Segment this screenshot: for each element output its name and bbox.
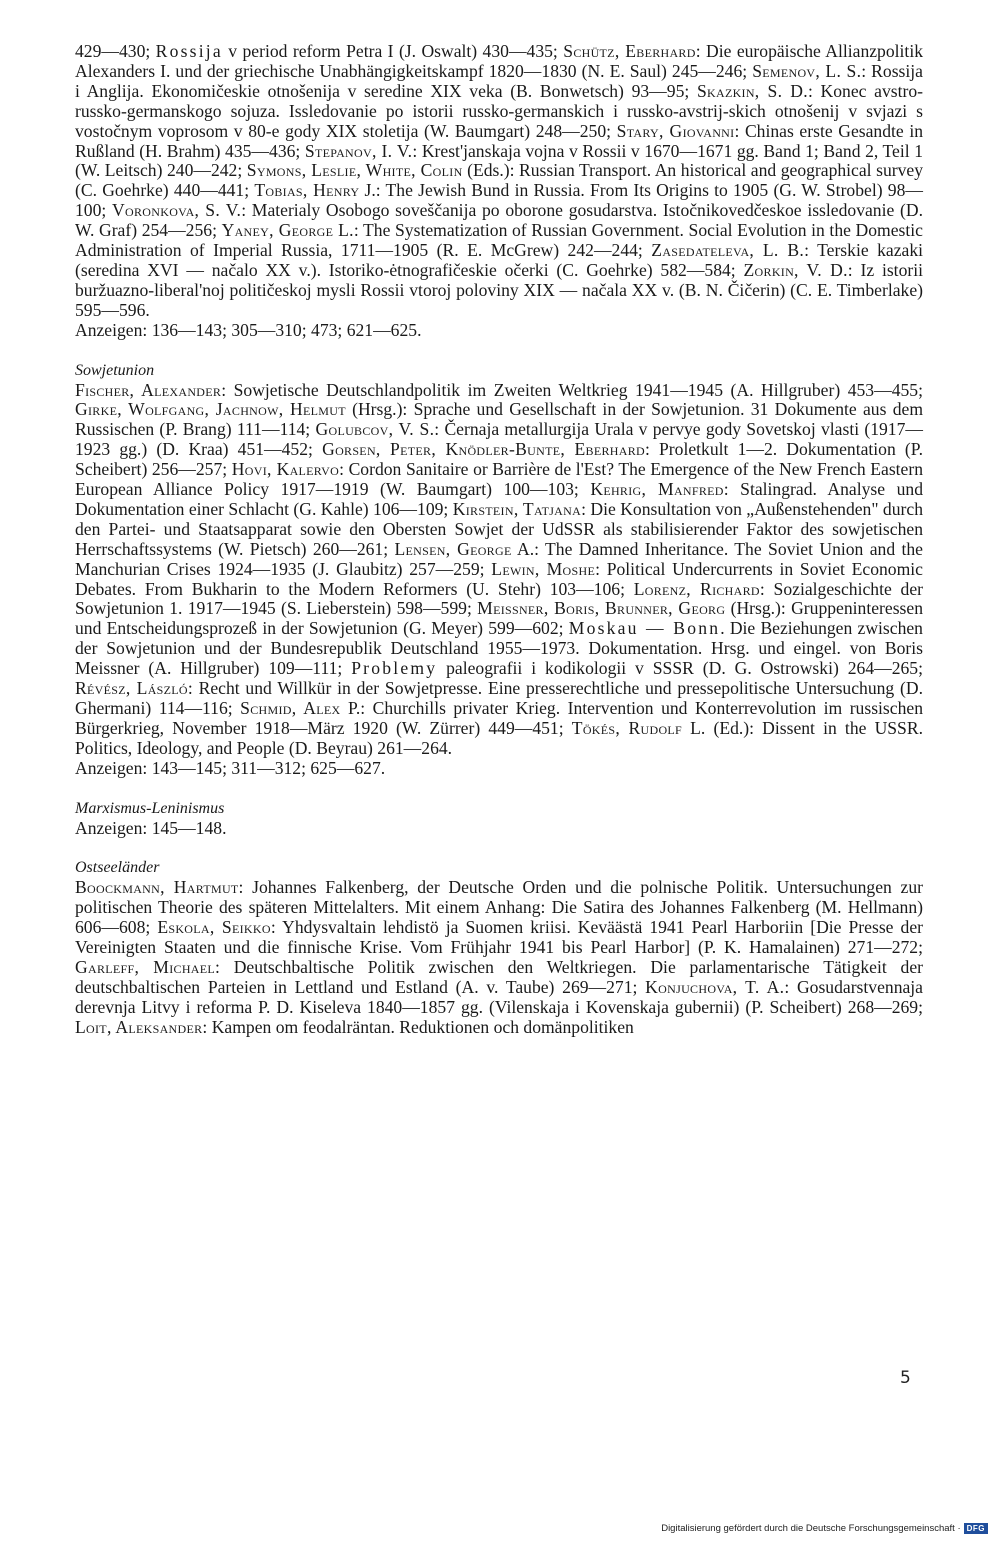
entry-text: (Hrsg.): Sprache und Gesellschaft in der Sowjetunion. 31 Dokumente aus dem Russischen (P. Brang) 111—114; — [75, 399, 924, 440]
entry-text: (Eds.): Russian Transport. An historical and geographical survey (C. Goehrke) 440—441; — [75, 160, 924, 201]
entry-author: Révész, László — [75, 678, 188, 699]
entry-text: : Iz istorii buržuazno-liberal'noj političeskoj mysli Rossii vtoroj poloviny XIX — načala XX v. (B. N. Čičerin) (C. E. Timberlake) 595—596. — [75, 259, 923, 320]
entry-title-spaced: Rossija — [155, 41, 223, 61]
entry-text: A.: The Damned Inheritance. The Soviet Union and the Manchurian Crises 1924—1935 (J. Glaubitz) 257—259; — [75, 538, 923, 579]
entry-author: Voronkova, S. V. — [112, 200, 242, 221]
entry-author: Kehrig, Manfred — [590, 479, 724, 500]
marxismus-ads: Anzeigen: 145—148. — [75, 817, 227, 838]
digitization-footer — [661, 1523, 988, 1534]
entry-author: Eskola, Seikko — [157, 917, 271, 938]
entry-author: Fischer, Alexander — [75, 379, 222, 400]
entry-text: : Kampen om feodalräntan. Reduktionen och domänpolitiken — [202, 1016, 634, 1037]
entry-author: Stepanov, I. V. — [304, 140, 413, 161]
entry-author: Loit, Aleksander — [75, 1016, 203, 1037]
entry-text: P.: Churchills privater Krieg. Intervention und Konterrevolution im russischen Bürgerkrieg, November 1918—März 1920 (W. Zürrer) 449—451; — [75, 698, 923, 738]
dfg-logo: DFG — [964, 1523, 988, 1534]
entry-text: : Konec avstro-russko-germanskogo sojuza. Issledovanie po istorii russko-germanskich i russko-avstrij-skich otnošenij v svjazi s vostočnym voprosom v 80-e gody XIX stoletija (W. Baumgart) 248—250; — [75, 80, 923, 141]
entry-text: : Political Undercurrents in Soviet Economic Debates. From Bukharin to the Modern Reformers (U. Stehr) 103—106; — [75, 558, 923, 599]
entry-author: Semenov, L. S. — [752, 60, 862, 81]
entry-text: : Terskie kazaki (seredina XVI — načalo XX v.). Istoriko-ėtnografičeskie očerki (C. Goehrke) 582—584; — [75, 240, 924, 280]
entry-author: Stary, Giovanni — [616, 120, 735, 141]
entry-author: Lewin, Moshe — [491, 558, 596, 579]
entry-author: Skazkin, S. D. — [696, 80, 808, 101]
entry-text: : Chinas erste Gesandte in Rußland (H. Brahm) 435—436; — [75, 120, 923, 161]
entry-title-spaced: Moskau — Bonn — [568, 618, 721, 639]
entry-author: Tobias, Henry — [254, 180, 360, 201]
entry-text: (Hrsg.): Gruppeninteressen und Entscheidungsprozeß in der Sowjetunion (G. Meyer) 599—602; — [75, 598, 924, 639]
entry-text: : Krest'janskaja vojna v Rossii v 1670—1671 gg. Band 1; Band 2, Teil 1 (W. Leitsch) 240—242; — [75, 140, 923, 181]
entry-text: : Die europäische Allianzpolitik Alexanders I. und der griechische Unabhängigkeitskampf 1820—1830 (N. E. Saul) 245—246; — [75, 41, 923, 81]
entry-author: Boockmann, Hartmut — [75, 877, 239, 898]
entry-text: : Proletkult 1—2. Dokumentation (P. Scheibert) 256—257; — [75, 439, 923, 480]
entry-text: : Gosudarstvennaja derevnja Litvy i reforma P. D. Kiseleva 1840—1857 gg. (Vilenskaja i Kovenskaja gubernii) (P. Scheibert) 268—269; — [75, 976, 923, 1017]
entry-text: J.: The Jewish Bund in Russia. From Its Origins to 1905 (G. W. Strobel) 98—100; — [75, 180, 923, 221]
page-number: 5 — [900, 1368, 911, 1388]
section-heading-marxismus: Marxismus-Leninismus — [75, 799, 225, 817]
section-heading-ostseelaender: Ostseeländer — [75, 859, 160, 877]
russland-ads: Anzeigen: 136—143; 305—310; 473; 621—625. — [75, 319, 422, 340]
entry-text: . Die Beziehungen zwischen der Sowjetunion und der Bundesrepublik Deutschland 1955—1973. Dokumentation. Hrsg. und eingel. von Boris Meissner (A. Hillgruber) 109—111; — [75, 618, 923, 679]
entry-author: Zasedateleva, L. B. — [651, 240, 805, 261]
entry-author: Girke, Wolfgang, Jachnow, Helmut — [75, 399, 346, 420]
entry-author: Golubcov, V. S. — [315, 419, 435, 440]
entry-title-spaced: Problemy — [351, 658, 438, 679]
entry-author: Meissner, Boris, Brunner, Georg — [477, 598, 726, 619]
entry-author: Konjuchova, T. A. — [645, 976, 785, 997]
entry-text: : Die Konsultation von „Außenstehenden" durch den Partei- und Staatsapparat sowie den Obersten Sowjet der UdSSR als stabilisierender Faktor des sowjetischen Herrschaftssystems (W. Pietsch) 260—261; — [75, 498, 923, 559]
entry-text: v period reform Petra I (J. Oswalt) 430—435; — [222, 41, 564, 61]
ostseelaender-entries — [75, 878, 923, 1037]
entry-author: Hovi, Kalervo — [231, 459, 340, 480]
entry-author: Lorenz, Richard — [633, 578, 760, 599]
section-heading-sowjetunion: Sowjetunion — [75, 361, 155, 379]
entry-text: : Černaja metallurgija Urala v pervye gody Sovetskoj vlasti (1917—1923 gg.) (D. Kraa) 451—452; — [75, 419, 923, 460]
entry-text: : Recht und Willkür in der Sowjetpresse. Eine presserechtliche und pressepolitische Untersuchung (D. Ghermani) 114—116; — [75, 678, 923, 718]
entry-author: Schütz, Eberhard — [563, 41, 696, 61]
entry-author: Garleff, Michael — [75, 956, 216, 977]
entry-text: : Materialy Osobogo soveščanija po oborone gosudarstva. Istočnikovedčeskoe issledovanie (D. W. Graf) 254—256; — [75, 200, 923, 241]
entry-text: : Johannes Falkenberg, der Deutsche Orden und die polnische Politik. Untersuchungen zur politischen Theorie des späteren Mittelalters. Mit einem Anhang: Die Satira des Johannes Falkenberg (M. Hellmann) 606—608; — [75, 877, 923, 938]
entry-text: 429—430; — [75, 41, 156, 61]
entry-text: : Rossija i Anglija. Ekonomičeskie otnošenija v seredine XIX veka (B. Bonwetsch) 93—95; — [75, 60, 923, 101]
entry-author: Yaney, George L. — [221, 220, 354, 241]
entry-text: paleografii i kodikologii v SSSR (D. G. Ostrowski) 264—265; — [437, 658, 923, 679]
russland-entries — [75, 42, 923, 321]
entry-author: Schmid, Alex — [240, 698, 341, 718]
entry-author: Kirstein, Tatjana — [452, 498, 582, 519]
footer-text: Digitalisierung gefördert durch die Deutsche Forschungsgemeinschaft · — [661, 1523, 961, 1534]
page-body — [75, 42, 923, 1038]
entry-author: Gorsen, Peter, Knödler-Bunte, Eberhard — [322, 439, 645, 460]
sowjetunion-entries — [75, 381, 923, 759]
entry-text: : Sozialgeschichte der Sowjetunion 1. 1917—1945 (S. Lieberstein) 598—599; — [75, 578, 924, 619]
entry-text: : Cordon Sanitaire or Barrière de l'Est? The Emergence of the New French Eastern European Alliance Policy 1917—1919 (W. Baumgart) 100—103; — [75, 459, 924, 500]
entry-text: : Sowjetische Deutschlandpolitik im Zweiten Weltkrieg 1941—1945 (A. Hillgruber) 453—455; — [221, 379, 923, 400]
entry-author: Tökés, Rudolf — [571, 717, 683, 738]
entry-author: Symons, Leslie, White, Colin — [246, 160, 463, 181]
sowjetunion-ads: Anzeigen: 143—145; 311—312; 625—627. — [75, 757, 386, 778]
entry-author: Zorkin, V. D. — [743, 259, 848, 280]
entry-text: : Deutschbaltische Politik zwischen den Weltkriegen. Die parlamentarische Tätigkeit der deutschbaltischen Parteien in Lettland und Estland (A. v. Taube) 269—271; — [75, 956, 923, 997]
entry-text: : The Systematization of Russian Government. Social Evolution in the Domestic Administration of Imperial Russia, 1711—1905 (R. E. McGrew) 242—244; — [75, 220, 923, 261]
entry-text: L. (Ed.): Dissent in the USSR. Politics, Ideology, and People (D. Beyrau) 261—264. — [75, 717, 923, 758]
entry-text: : Yhdysvaltain lehdistö ja Suomen kriisi. Keväästä 1941 Pearl Harboriin [Die Presse der Vereinigten Staaten und die finnische Krise. Vom Frühjahr 1941 bis Pearl Harbor] (P. K. Hamalainen) 271—272; — [75, 917, 923, 958]
entry-author: Lensen, George — [394, 538, 512, 559]
entry-text: : Stalingrad. Analyse und Dokumentation einer Schlacht (G. Kahle) 106—109; — [75, 479, 923, 519]
